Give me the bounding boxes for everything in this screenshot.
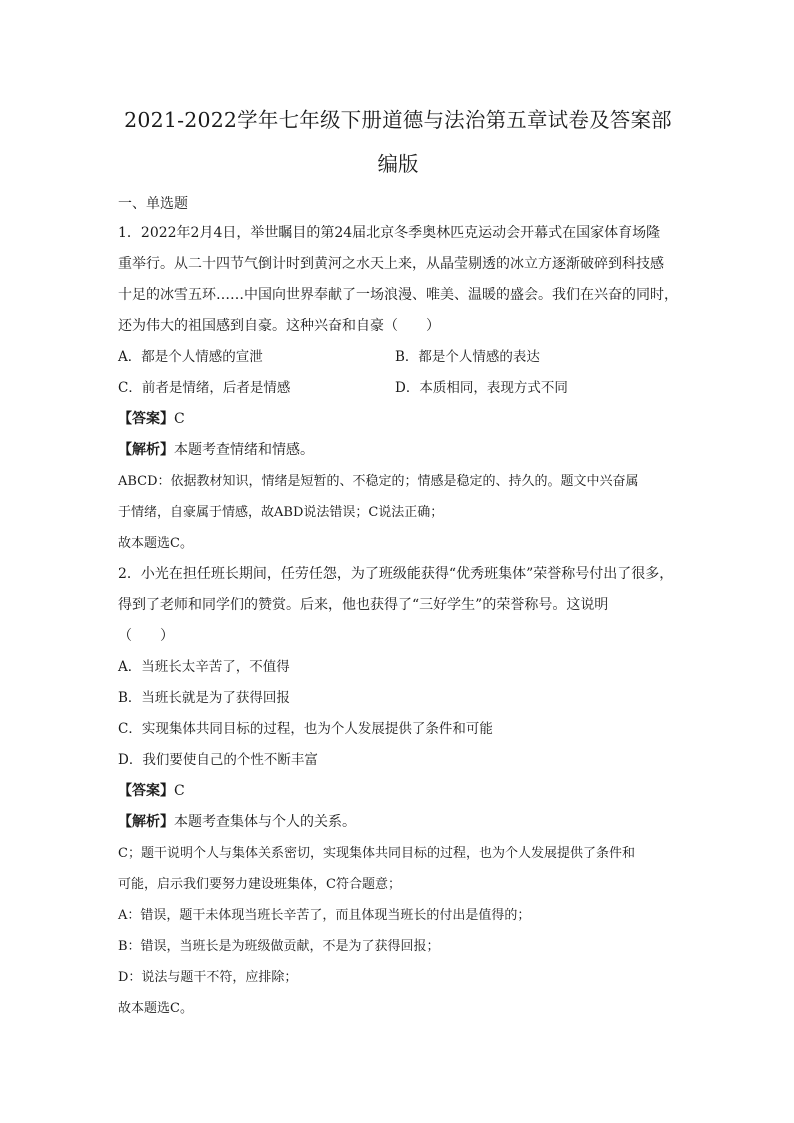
q2-detail-line: A：错误，题干未体现当班长辛苦了，而且体现当班长的付出是值得的； [118, 908, 531, 923]
q2-analysis [118, 807, 678, 838]
q1-stem-line: 还为伟大的祖国感到自豪。这种兴奋和自豪（ ） [118, 318, 440, 334]
q2-detail-line: C；题干说明个人与集体关系密切，实现集体共同目标的过程，也为个人发展提供了条件和 [118, 846, 635, 861]
analysis-label: 【解析】 [118, 442, 174, 458]
q2-option-b: B．当班长就是为了获得回报 [118, 690, 290, 706]
q2-option-c: C．实现集体共同目标的过程，也为个人发展提供了条件和可能 [118, 721, 493, 737]
document-page [118, 98, 678, 1024]
answer-label: 【答案】 [118, 411, 174, 427]
q1-stem-line: 十足的冰雪五环……中国向世界奉献了一场浪漫、唯美、温暖的盛会。我们在兴奋的同时， [118, 287, 678, 303]
doc-title-line2: 编版 [377, 152, 419, 176]
q1-option-b: B．都是个人情感的表达 [395, 349, 540, 365]
q2-conclusion: 故本题选C。 [118, 1001, 193, 1016]
q1-analysis [118, 435, 678, 466]
q1-detail-line: 于情绪，自豪属于情感，故ABD说法错误；C说法正确； [118, 505, 444, 520]
q1-option-d: D．本质相同，表现方式不同 [395, 380, 568, 396]
q1-stem-line: 1．2022年2月4日，举世瞩目的第24届北京冬季奥林匹克运动会开幕式在国家体育场隆 [118, 225, 661, 241]
q2-answer [118, 776, 678, 807]
question-2 [118, 559, 678, 1024]
q2-option-a: A．当班长太辛苦了，不值得 [118, 659, 290, 675]
section-heading: 一、单选题 [118, 196, 188, 212]
q1-options [118, 342, 678, 404]
q1-conclusion: 故本题选C。 [118, 536, 193, 551]
q1-detail-line: ABCD：依据教材知识，情绪是短暂的、不稳定的；情感是稳定的、持久的。题文中兴奋属 [118, 474, 639, 489]
question-1 [118, 218, 678, 559]
doc-title-line1: 2021-2022学年七年级下册道德与法治第五章试卷及答案部 [124, 108, 672, 132]
answer-value: C [174, 411, 185, 427]
answer-label: 【答案】 [118, 783, 174, 799]
analysis-label: 【解析】 [118, 814, 174, 830]
analysis-text: 本题考查集体与个人的关系。 [174, 814, 356, 830]
analysis-text: 本题考查情绪和情感。 [174, 442, 314, 458]
q1-option-c: C．前者是情绪，后者是情感 [118, 380, 291, 396]
q2-option-d: D．我们要使自己的个性不断丰富 [118, 752, 318, 768]
q2-stem-line: 得到了老师和同学们的赞赏。后来，他也获得了“三好学生”的荣誉称号。这说明 [118, 597, 609, 613]
q2-detail-line: 可能，启示我们要努力建设班集体，C符合题意； [118, 877, 401, 892]
q2-stem-line: 2．小光在担任班长期间，任劳任怨，为了班级能获得“优秀班集体”荣誉称号付出了很多， [118, 566, 674, 582]
q2-detail-line: B：错误，当班长是为班级做贡献，不是为了获得回报； [118, 939, 440, 954]
q1-answer [118, 404, 678, 435]
q1-option-a: A．都是个人情感的宣泄 [118, 349, 263, 365]
answer-value: C [174, 783, 185, 799]
q2-detail-line: D：说法与题干不符，应排除； [118, 970, 298, 985]
q1-stem-line: 重举行。从二十四节气倒计时到黄河之水天上来，从晶莹剔透的冰立方逐渐破碎到科技感 [118, 256, 664, 272]
q2-stem-line: （ ） [118, 628, 174, 644]
